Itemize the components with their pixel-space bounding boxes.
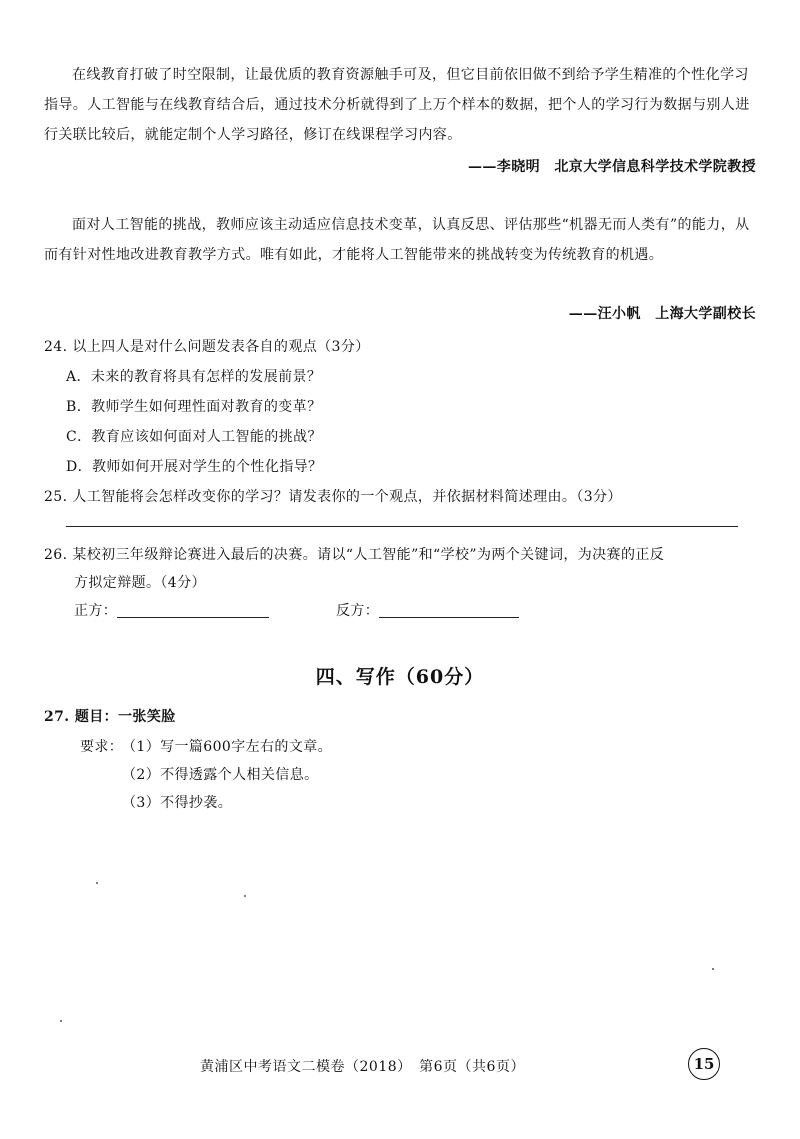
question-26-stem-line1: 26. 某校初三年级辩论赛进入最后的决赛。请以“人工智能”和“学校”为两个关键词，为决赛的正反 (44, 547, 665, 563)
passage-text: 在线教育打破了时空限制，让最优质的教育资源触手可及，但它目前依旧做不到给予学生精准的个性化学习指导。人工智能与在线教育结合后，通过技术分析就得到了上万个样本的数据，把个人的学习行为数据与别人进行关联比较后，就能定制个人学习路径，修订在线课程学习内容。 (44, 67, 750, 143)
circled-page-number: 15 (688, 1048, 720, 1080)
passage-wang-xiaofan (44, 210, 756, 270)
question-26-stem-line2: 方拟定辩题。（4分） (74, 575, 206, 591)
attribution-li-xiaoming: ——李晓明 北京大学信息科学技术学院教授 (468, 159, 756, 175)
writing-topic: 27. 题目：一张笑脸 (44, 709, 176, 725)
requirement-2: （2）不得透露个人相关信息。 (122, 767, 319, 783)
con-answer-blank[interactable] (379, 603, 519, 618)
pro-answer-blank[interactable] (117, 603, 269, 618)
requirements-label: 要求： (80, 739, 124, 755)
passage-text: 面对人工智能的挑战，教师应该主动适应信息技术变革，认真反思、评估那些“机器无而人类有”的能力，从而有针对性地改进教育教学方式。唯有如此，才能将人工智能带来的挑战转变为传统教育的机遇。 (44, 217, 750, 263)
question-24-option-c: C．教育应该如何面对人工智能的挑战？ (66, 429, 322, 445)
footer-page-info: 黄浦区中考语文二模卷（2018） 第6页（共6页） (200, 1059, 525, 1075)
requirement-3: （3）不得抄袭。 (122, 795, 233, 811)
con-label: 反方： (336, 603, 380, 619)
question-24-option-d: D．教师如何开展对学生的个性化指导？ (66, 459, 323, 475)
attribution-wang-xiaofan: ——汪小帆 上海大学副校长 (568, 306, 756, 322)
requirement-1: （1）写一篇600字左右的文章。 (122, 739, 333, 755)
scan-speck (712, 968, 714, 970)
passage-li-xiaoming (44, 60, 756, 150)
scan-speck (244, 895, 246, 897)
pro-label: 正方： (74, 603, 118, 619)
question-25-stem: 25. 人工智能将会怎样改变你的学习？请发表你的一个观点，并依据材料简述理由。（3分） (44, 489, 622, 505)
question-25-answer-line[interactable] (66, 526, 738, 527)
question-24-option-a: A．未来的教育将具有怎样的发展前景？ (66, 369, 322, 385)
scan-speck (60, 1020, 62, 1022)
section-title-writing: 四、写作（60分） (315, 666, 485, 688)
scan-speck (96, 882, 98, 884)
question-24-stem: 24. 以上四人是对什么问题发表各自的观点（3分） (44, 339, 370, 355)
question-26-pro-row (74, 600, 269, 620)
question-26-con-row (336, 600, 519, 620)
question-24-option-b: B．教师学生如何理性面对教育的变革？ (66, 399, 322, 415)
